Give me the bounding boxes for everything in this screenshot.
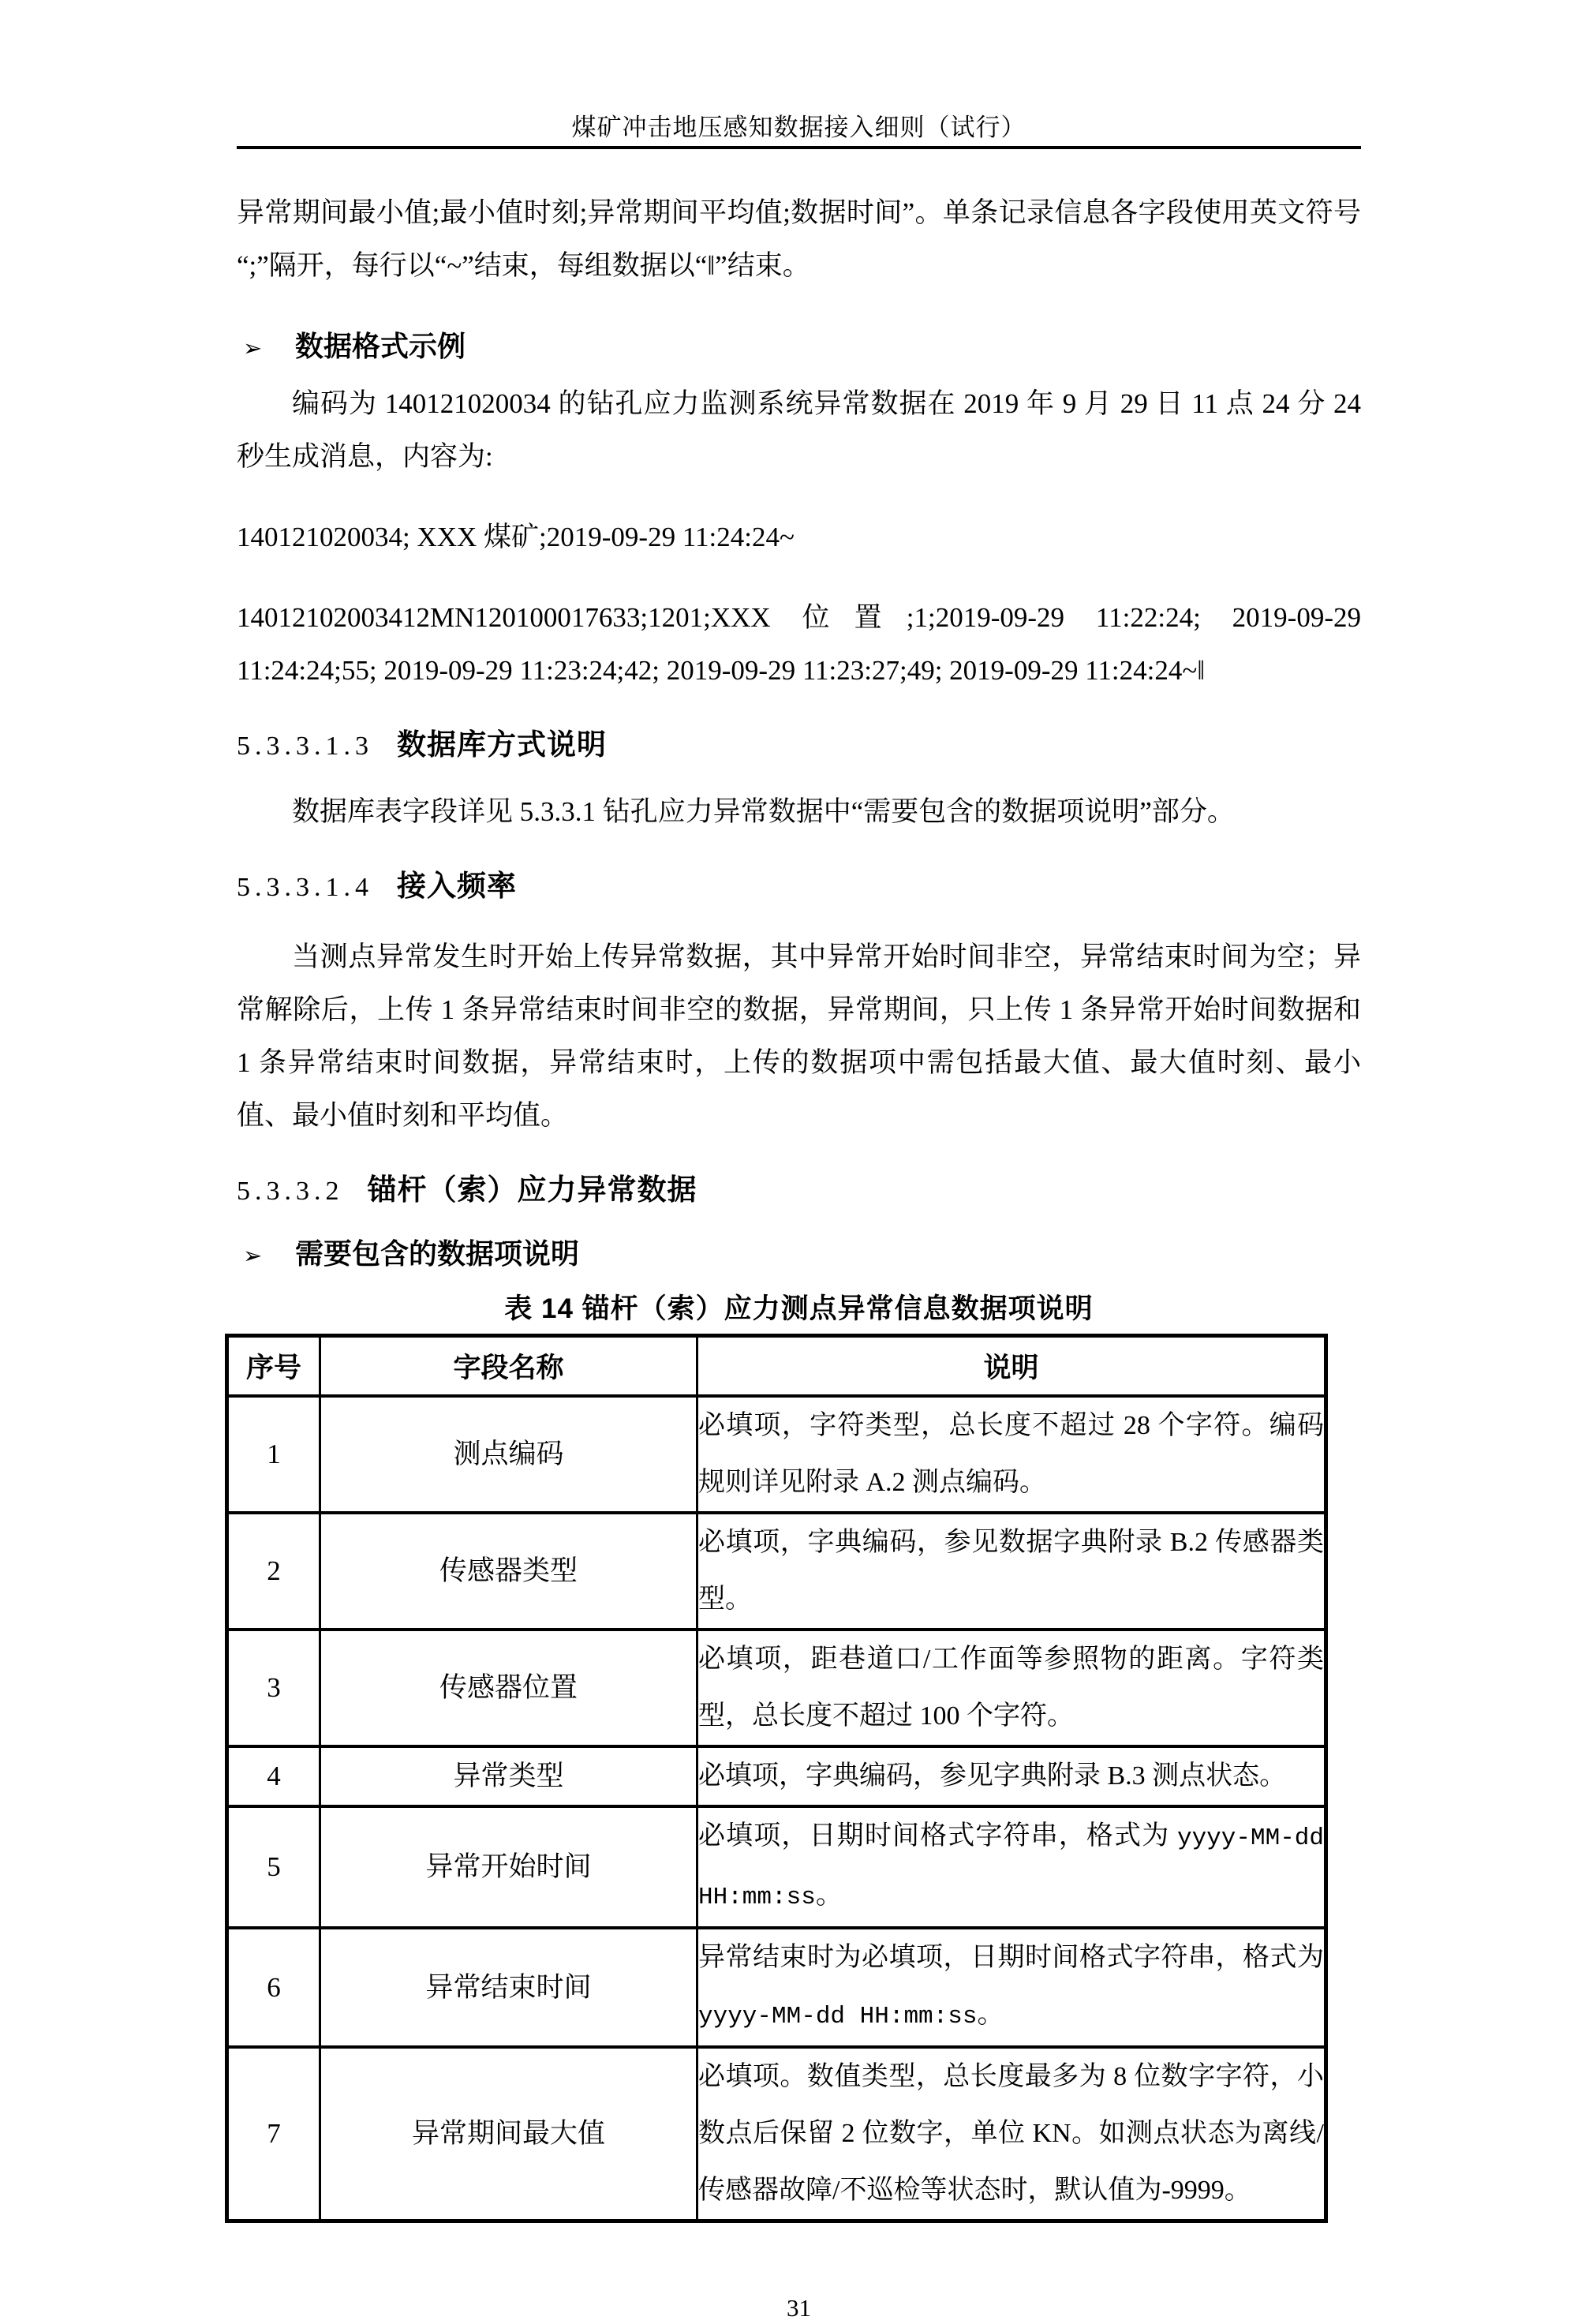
paragraph-db-note: 数据库表字段详见 5.3.3.1 钻孔应力异常数据中“需要包含的数据项说明”部分。 xyxy=(292,796,1235,827)
section-title: 接入频率 xyxy=(397,870,517,902)
cell-description xyxy=(697,1630,1326,1746)
cell-field-name: 异常结束时间 xyxy=(320,1928,697,2047)
cell-description xyxy=(697,2047,1326,2221)
description-text: 异常结束时为必填项，日期时间格式字符串，格式为 xyxy=(698,1943,1324,1972)
bullet-item-data-format-example xyxy=(237,320,1361,376)
cell-field-name: 异常期间最大值 xyxy=(320,2047,697,2221)
arrow-bullet-icon: ➢ xyxy=(243,1244,263,1269)
header-title: 煤矿冲击地压感知数据接入细则（试行） xyxy=(571,114,1026,141)
cell-description xyxy=(697,1928,1326,2047)
section-number: 5.3.3.2 xyxy=(237,1177,344,1206)
arrow-bullet-icon: ➢ xyxy=(243,336,263,361)
running-header xyxy=(237,0,1361,144)
section-title: 锚杆（索）应力异常数据 xyxy=(367,1173,697,1206)
table-row xyxy=(227,1928,1326,2047)
cell-row-number: 2 xyxy=(227,1513,320,1630)
paragraph-continuation: 异常期间最小值;最小值时刻;异常期间平均值;数据时间”。单条记录信息各字段使用英文符号“;”隔开，每行以“~”结束，每组数据以“‖”结束。 xyxy=(237,197,1361,281)
datetime-format-text: yyyy-MM-dd HH:mm:ss xyxy=(698,2003,978,2030)
section-heading-5-3-3-1-4 xyxy=(237,866,1361,913)
bullet-label: 需要包含的数据项说明 xyxy=(295,1237,580,1270)
table-row xyxy=(227,1746,1326,1806)
cell-row-number: 3 xyxy=(227,1630,320,1746)
description-text: 。 xyxy=(977,2000,1004,2029)
cell-description xyxy=(697,1513,1326,1630)
cell-field-name: 传感器位置 xyxy=(320,1630,697,1746)
cell-description xyxy=(697,1746,1326,1806)
section-heading-5-3-3-1-3 xyxy=(237,724,1361,772)
section-title: 数据库方式说明 xyxy=(397,728,607,761)
description-text: 必填项，字典编码，参见字典附录 B.3 测点状态。 xyxy=(698,1761,1287,1791)
cell-row-number: 4 xyxy=(227,1746,320,1806)
section-heading-5-3-3-2 xyxy=(237,1169,1361,1217)
data-items-table xyxy=(225,1334,1328,2223)
table-caption: 表 14 锚杆（索）应力测点异常信息数据项说明 xyxy=(504,1293,1094,1324)
paragraph-frequency: 当测点异常发生时开始上传异常数据，其中异常开始时间非空，异常结束时间为空；异常解除后，上传 1 条异常结束时间非空的数据，异常期间，只上传 1 条异常开始时间数据和 1 条异常结束时间数据，异常结束时，上传的数据项中需包括最大值、最大值时刻、最小值、最小值时刻和平均值。 xyxy=(237,941,1361,1131)
description-text: 。 xyxy=(815,1881,843,1910)
table-header-field: 字段名称 xyxy=(320,1336,697,1397)
datetime-format-text: yyyy-MM-dd HH:mm:ss xyxy=(698,1824,1324,1911)
cell-row-number: 1 xyxy=(227,1396,320,1513)
table-header-no: 序号 xyxy=(227,1336,320,1397)
cell-description xyxy=(697,1396,1326,1513)
data-line: 14012102003412MN120100017633;1201;XXX 位置;1;2019-09-29 11:22:24; 2019-09-29 11:24:24;55; 2019-09-29 11:23:24;42; 2019-09-29 11:23:27;49; 2019-09-29 11:24:24~‖ xyxy=(237,602,1361,686)
table-body xyxy=(227,1396,1326,2221)
table-row xyxy=(227,2047,1326,2221)
data-line: 140121020034; XXX 煤矿;2019-09-29 11:24:24~ xyxy=(237,522,795,552)
paragraph-example-intro: 编码为 140121020034 的钻孔应力监测系统异常数据在 2019 年 9 月 29 日 11 点 24 分 24 秒生成消息，内容为: xyxy=(237,388,1361,472)
header-rule-divider xyxy=(237,146,1361,149)
cell-field-name: 异常开始时间 xyxy=(320,1806,697,1928)
table-row xyxy=(227,1806,1326,1928)
page-number: 31 xyxy=(787,2294,811,2322)
cell-field-name: 传感器类型 xyxy=(320,1513,697,1630)
cell-row-number: 5 xyxy=(227,1806,320,1928)
description-text: 必填项，字符类型，总长度不超过 28 个字符。编码规则详见附录 A.2 测点编码。 xyxy=(698,1411,1324,1497)
bullet-label: 数据格式示例 xyxy=(295,330,466,362)
table-header-row xyxy=(227,1336,1326,1397)
section-number: 5.3.3.1.4 xyxy=(237,873,373,902)
cell-field-name: 测点编码 xyxy=(320,1396,697,1513)
description-text: 必填项，日期时间格式字符串，格式为 xyxy=(698,1821,1177,1851)
table-row xyxy=(227,1513,1326,1630)
bullet-item-required-data-items xyxy=(237,1227,1361,1283)
cell-row-number: 7 xyxy=(227,2047,320,2221)
cell-row-number: 6 xyxy=(227,1928,320,2047)
description-text: 必填项，距巷道口/工作面等参照物的距离。字符类型，总长度不超过 100 个字符。 xyxy=(698,1645,1324,1731)
table-header-desc: 说明 xyxy=(697,1336,1326,1397)
cell-field-name: 异常类型 xyxy=(320,1746,697,1806)
cell-description xyxy=(697,1806,1326,1928)
description-text: 必填项。数值类型，总长度最多为 8 位数字字符，小数点后保留 2 位数字，单位 KN。如测点状态为离线/传感器故障/不巡检等状态时，默认值为-9999。 xyxy=(698,2062,1324,2205)
table-row xyxy=(227,1396,1326,1513)
section-number: 5.3.3.1.3 xyxy=(237,732,373,761)
table-row xyxy=(227,1630,1326,1746)
description-text: 必填项，字典编码，参见数据字典附录 B.2 传感器类型。 xyxy=(698,1528,1324,1614)
page-content xyxy=(237,0,1361,2324)
